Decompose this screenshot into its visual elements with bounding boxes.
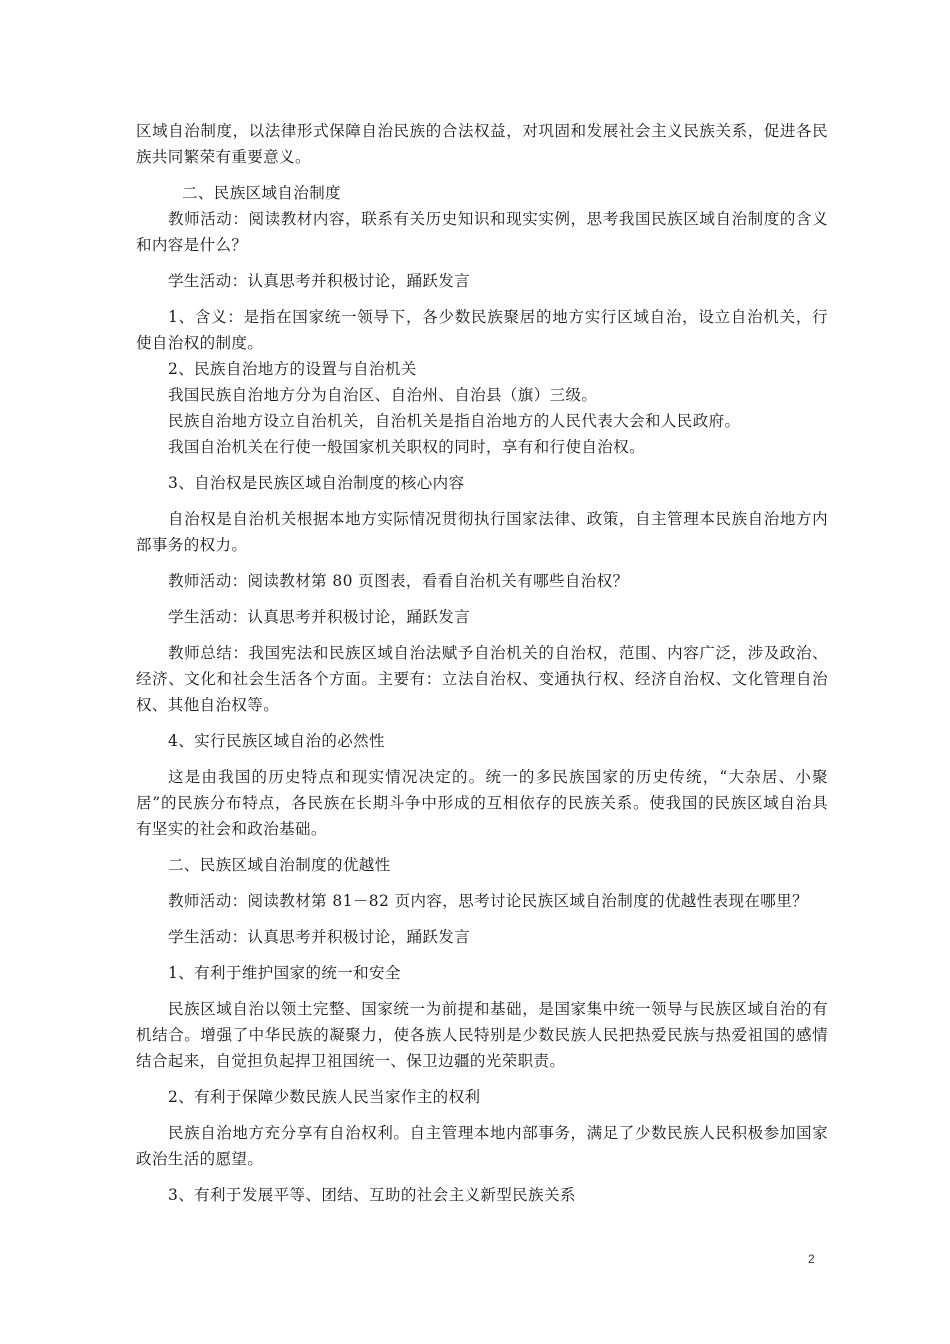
paragraph: 教师活动：阅读教材第 80 页图表，看看自治机关有哪些自治权？ bbox=[168, 572, 629, 590]
subheading: 4、实行民族区域自治的必然性 bbox=[168, 732, 385, 750]
paragraph: 学生活动：认真思考并积极讨论，踊跃发言 bbox=[168, 272, 471, 290]
paragraph: 我国自治机关在行使一般国家机关职权的同时，享有和行使自治权。 bbox=[168, 438, 646, 456]
page-number: 2 bbox=[808, 1252, 815, 1266]
document-body bbox=[136, 118, 828, 1218]
paragraph: 区域自治制度，以法律形式保障自治民族的合法权益，对巩固和发展社会主义民族关系，促进各民族共同繁荣有重要意义。 bbox=[136, 122, 828, 166]
subheading: 1、有利于维护国家的统一和安全 bbox=[168, 964, 401, 982]
paragraph: 自治权是自治机关根据本地方实际情况贯彻执行国家法律、政策，自主管理本民族自治地方内部事务的权力。 bbox=[136, 510, 828, 554]
paragraph: 教师活动：阅读教材内容，联系有关历史知识和现实实例，思考我国民族区域自治制度的含义和内容是什么？ bbox=[136, 210, 828, 254]
subheading: 2、有利于保障少数民族人民当家作主的权利 bbox=[168, 1088, 481, 1106]
paragraph: 教师活动：阅读教材第 81－82 页内容，思考讨论民族区域自治制度的优越性表现在哪里？ bbox=[168, 892, 809, 910]
paragraph: 我国民族自治地方分为自治区、自治州、自治县（旗）三级。 bbox=[168, 386, 598, 404]
paragraph: 学生活动：认真思考并积极讨论，踊跃发言 bbox=[168, 928, 471, 946]
paragraph: 学生活动：认真思考并积极讨论，踊跃发言 bbox=[168, 608, 471, 626]
paragraph: 这是由我国的历史特点和现实情况决定的。统一的多民族国家的历史传统，“大杂居、小聚居”的民族分布特点，各民族在长期斗争中形成的互相依存的民族关系。使我国的民族区域自治具有坚实的社会和政治基础。 bbox=[136, 768, 828, 838]
section-heading: 二、民族区域自治制度 bbox=[182, 184, 342, 202]
subheading: 3、有利于发展平等、团结、互助的社会主义新型民族关系 bbox=[168, 1186, 576, 1204]
subheading: 2、民族自治地方的设置与自治机关 bbox=[168, 360, 417, 378]
paragraph: 民族自治地方设立自治机关，自治机关是指自治地方的人民代表大会和人民政府。 bbox=[168, 412, 741, 430]
paragraph: 民族区域自治以领土完整、国家统一为前提和基础，是国家集中统一领导与民族区域自治的有机结合。增强了中华民族的凝聚力，使各族人民特别是少数民族人民把热爱民族与热爱祖国的感情结合起来，自觉担负起捍卫祖国统一、保卫边疆的光荣职责。 bbox=[136, 1000, 828, 1070]
section-heading: 二、民族区域自治制度的优越性 bbox=[168, 856, 391, 874]
paragraph: 民族自治地方充分享有自治权利。自主管理本地内部事务，满足了少数民族人民积极参加国家政治生活的愿望。 bbox=[136, 1124, 828, 1168]
paragraph: 教师总结：我国宪法和民族区域自治法赋予自治机关的自治权，范围、内容广泛，涉及政治、经济、文化和社会生活各个方面。主要有：立法自治权、变通执行权、经济自治权、文化管理自治权、其他自治权等。 bbox=[136, 644, 828, 714]
subheading: 3、自治权是民族区域自治制度的核心内容 bbox=[168, 474, 465, 492]
paragraph: 1、含义：是指在国家统一领导下，各少数民族聚居的地方实行区域自治，设立自治机关，行使自治权的制度。 bbox=[136, 308, 828, 352]
